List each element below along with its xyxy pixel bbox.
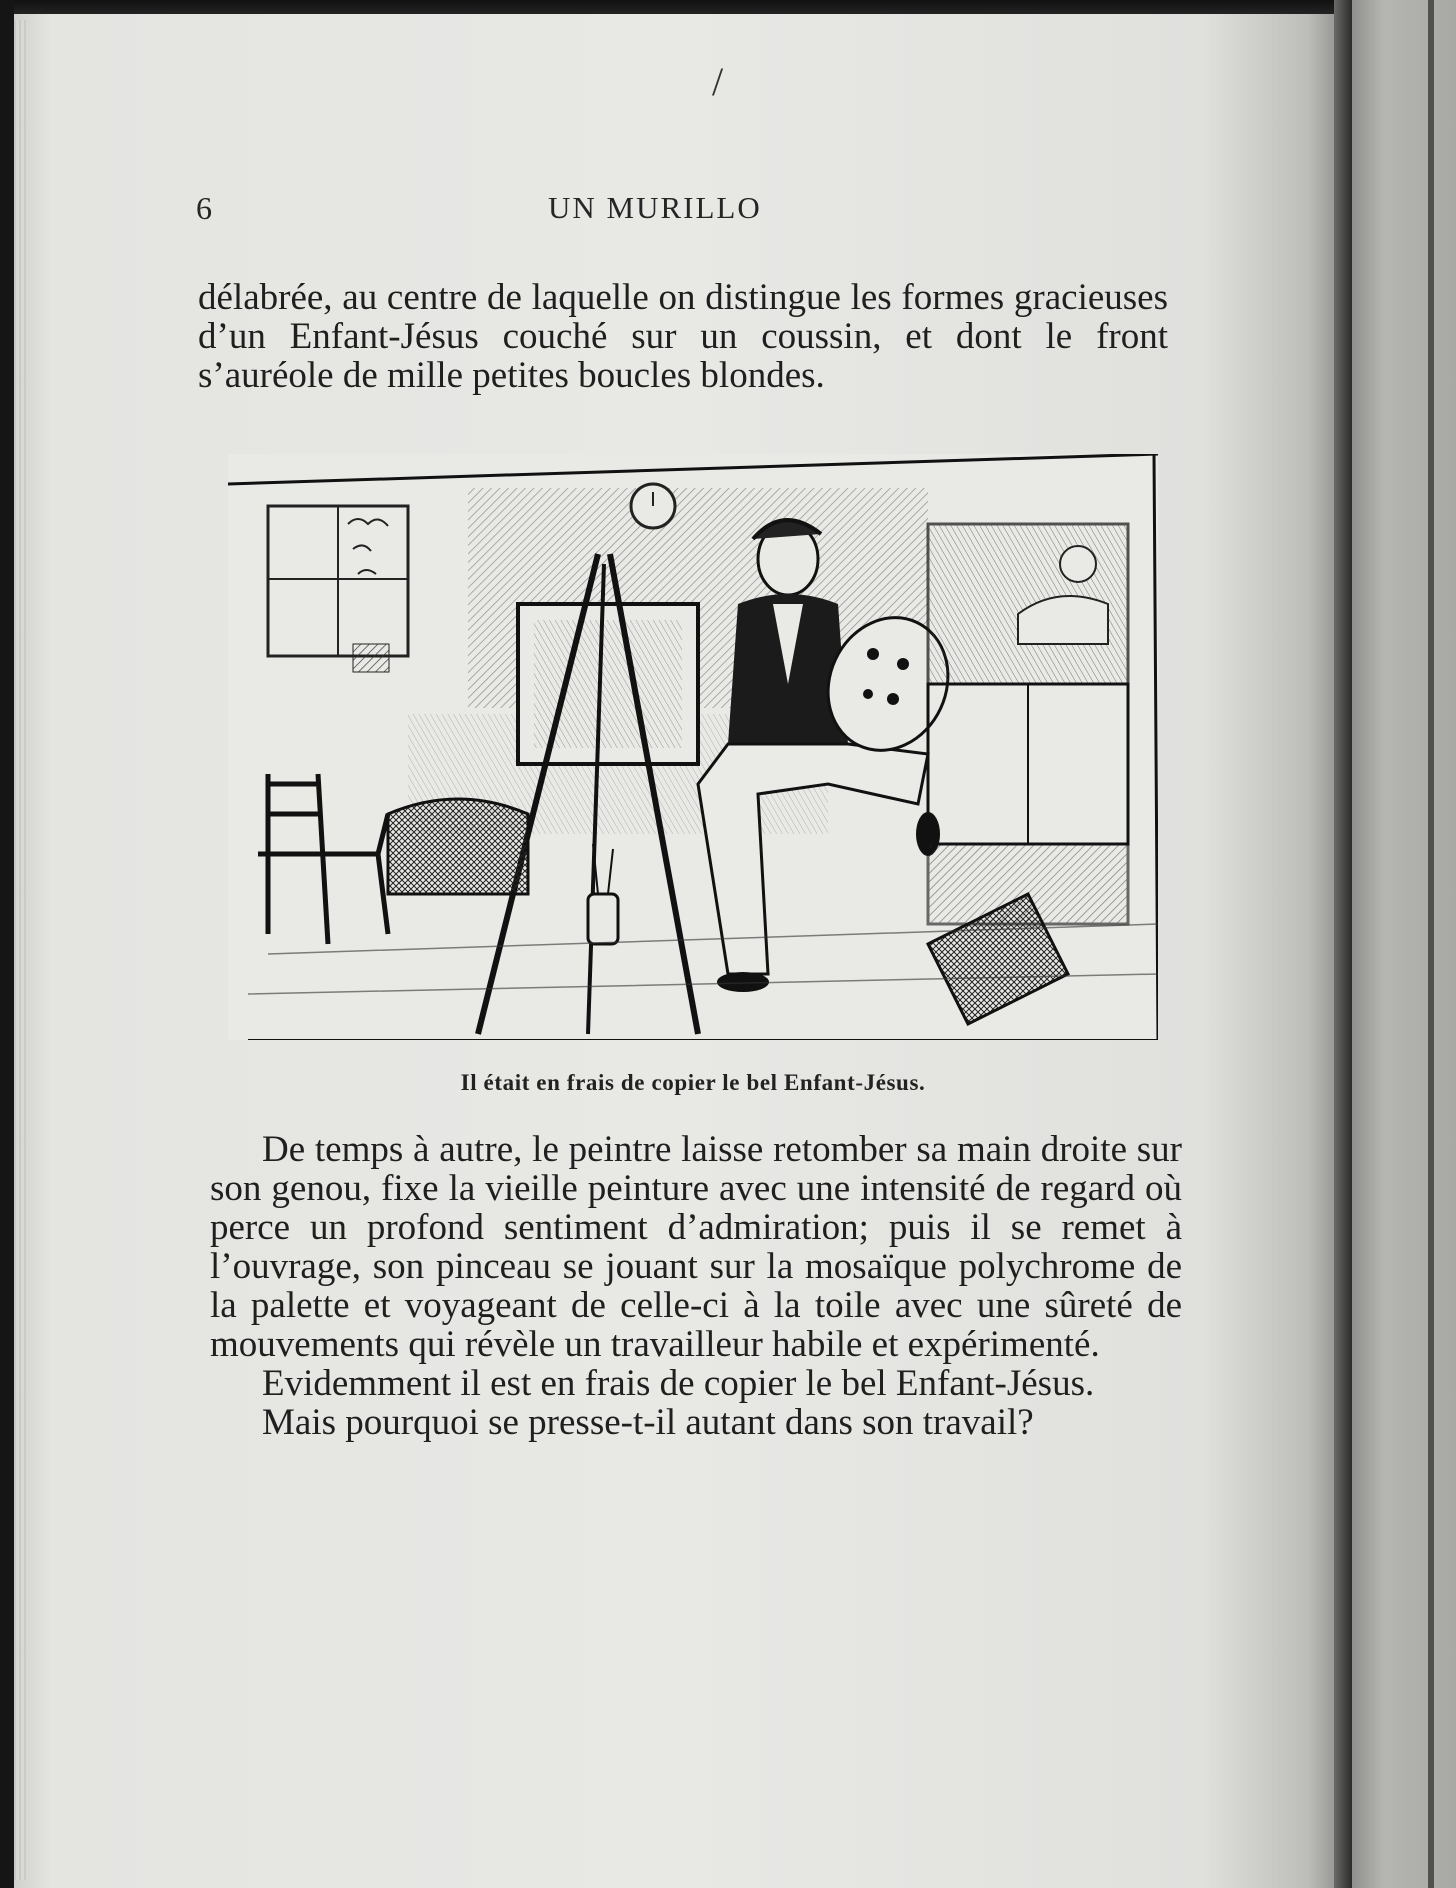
paragraph-2: Evidemment il est en frais de copier le bel Enfant-Jésus. <box>262 1363 1095 1404</box>
paragraph-1: De temps à autre, le peintre laisse retomber sa main droite sur son genou, fixe la vieille peinture avec une intensité de regard où perce un profond sentiment d’admiration; puis il se remet à l’ouvrage, son pinceau se jouant sur la mosaïque polychrome de la palette et voyageant de celle-ci à la toile avec une sûreté de mouvements qui révèle un travailleur habile et expérimenté. <box>210 1129 1182 1365</box>
paragraph-3: Mais pourquoi se presse-t-il autant dans son travail? <box>262 1402 1034 1443</box>
page-number: 6 <box>196 190 213 226</box>
book-gutter <box>1334 0 1352 1888</box>
paragraph-text: délabrée, au centre de laquelle on distingue les formes gracieuses d’un Enfant-Jésus couché sur un coussin, et dont le front s’auréole de mille petites boucles blondes. <box>198 277 1168 396</box>
next-page-edge <box>1352 0 1456 1888</box>
running-title: UN MURILLO <box>548 190 762 225</box>
running-head <box>196 190 1156 230</box>
scan-edge-left <box>0 0 14 1888</box>
ink-mark: / <box>712 59 724 104</box>
figure-caption: Il était en frais de copier le bel Enfant-Jésus. <box>460 1070 926 1095</box>
page-stack-edge <box>14 20 28 1880</box>
paragraph-continued <box>198 278 1168 395</box>
engraving-illustration <box>228 454 1158 1040</box>
body-text <box>210 1130 1182 1442</box>
next-page-shadow <box>1428 0 1434 1888</box>
